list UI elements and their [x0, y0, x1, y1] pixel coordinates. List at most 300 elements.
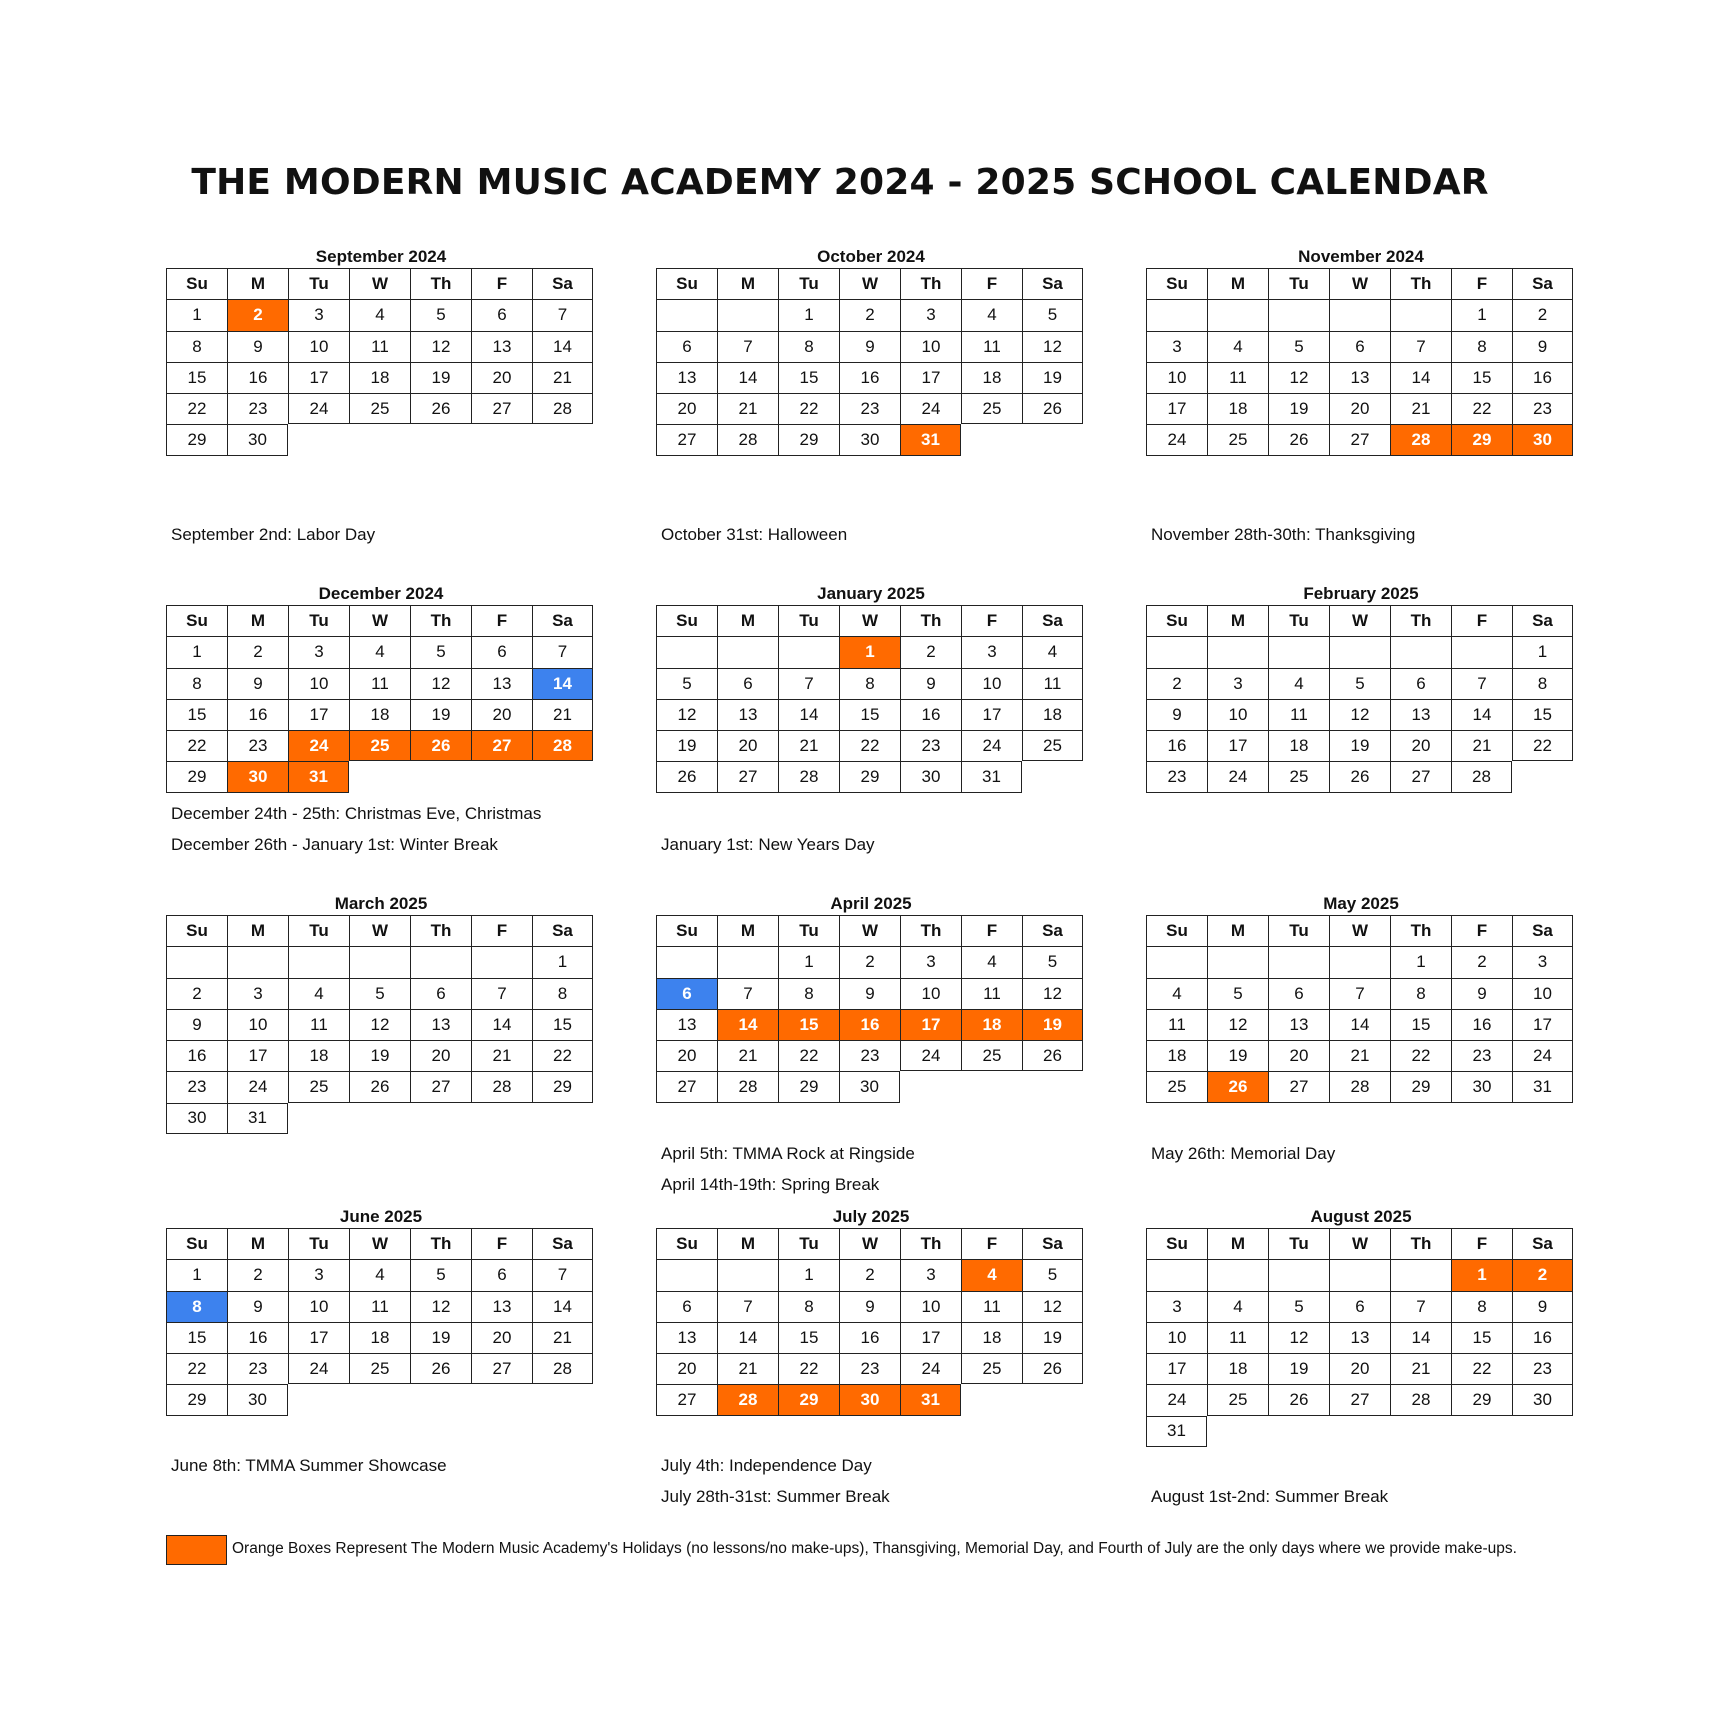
empty-day-cell: [1146, 636, 1207, 667]
day-cell: 1: [166, 636, 227, 667]
day-cell: 20: [471, 362, 532, 393]
day-cell: 17: [1146, 393, 1207, 424]
day-cell: 2: [839, 299, 900, 330]
day-cell: 1: [166, 1259, 227, 1290]
day-cell: 21: [471, 1040, 532, 1071]
day-cell: 20: [1329, 1353, 1390, 1384]
empty-day-cell: [1329, 1259, 1390, 1290]
day-cell: 8: [1451, 1291, 1512, 1322]
day-cell: 21: [532, 699, 593, 730]
blank-space: [471, 424, 532, 455]
blank-space: [532, 761, 593, 792]
day-cell: 14: [717, 362, 778, 393]
day-cell: 27: [1329, 1384, 1390, 1415]
month-march-2025: [166, 893, 596, 1134]
empty-day-cell: [166, 946, 227, 977]
weekday-header: Su: [1146, 605, 1207, 636]
month-grid: [1146, 268, 1576, 456]
day-cell: 9: [900, 668, 961, 699]
day-cell: 6: [410, 978, 471, 1009]
blank-space: [349, 761, 410, 792]
day-cell: 4: [349, 299, 410, 330]
day-cell: 2: [166, 978, 227, 1009]
weekday-header: Sa: [532, 1228, 593, 1259]
day-cell: 11: [349, 331, 410, 362]
empty-day-cell: [717, 299, 778, 330]
note-december-winter-break: December 26th - January 1st: Winter Break: [171, 835, 498, 854]
day-cell: 15: [166, 699, 227, 730]
day-cell: 14: [717, 1322, 778, 1353]
day-cell: 15: [1390, 1009, 1451, 1040]
day-cell: 6: [656, 978, 717, 1009]
day-cell: 5: [1207, 978, 1268, 1009]
blank-space: [1268, 1416, 1329, 1447]
day-cell: 5: [1022, 299, 1083, 330]
day-cell: 3: [288, 299, 349, 330]
month-grid: [1146, 605, 1576, 793]
blank-space: [410, 761, 471, 792]
note-april-spring-break: April 14th-19th: Spring Break: [661, 1175, 880, 1194]
weekday-header: M: [717, 605, 778, 636]
day-cell: 5: [656, 668, 717, 699]
day-cell: 30: [900, 761, 961, 792]
day-cell: 8: [778, 331, 839, 362]
day-cell: 9: [227, 331, 288, 362]
weekday-header: W: [349, 605, 410, 636]
weekday-header: Th: [1390, 268, 1451, 299]
month-august-2025: [1146, 1206, 1576, 1447]
day-cell: 25: [288, 1071, 349, 1102]
day-cell: 3: [900, 946, 961, 977]
month-grid: [656, 915, 1086, 1103]
empty-day-cell: [1207, 636, 1268, 667]
weekday-header: Tu: [778, 605, 839, 636]
day-cell: 10: [227, 1009, 288, 1040]
day-cell: 18: [1268, 730, 1329, 761]
weekday-header: W: [349, 268, 410, 299]
day-cell: 24: [900, 1040, 961, 1071]
day-cell: 13: [656, 1009, 717, 1040]
day-cell: 7: [778, 668, 839, 699]
month-grid: [166, 915, 596, 1134]
day-cell: 26: [1268, 424, 1329, 455]
weekday-header: Tu: [288, 915, 349, 946]
day-cell: 6: [1390, 668, 1451, 699]
weekday-header: Su: [656, 915, 717, 946]
day-cell: 19: [1022, 1009, 1083, 1040]
day-cell: 20: [1268, 1040, 1329, 1071]
month-name: September 2024: [315, 247, 447, 266]
day-cell: 16: [1451, 1009, 1512, 1040]
day-cell: 19: [1268, 1353, 1329, 1384]
note-may: May 26th: Memorial Day: [1151, 1144, 1336, 1163]
day-cell: 18: [1146, 1040, 1207, 1071]
day-cell: 13: [1390, 699, 1451, 730]
day-cell: 19: [1329, 730, 1390, 761]
empty-day-cell: [1329, 299, 1390, 330]
day-cell: 26: [1268, 1384, 1329, 1415]
day-cell: 15: [532, 1009, 593, 1040]
weekday-header: M: [1207, 268, 1268, 299]
day-cell: 19: [410, 699, 471, 730]
day-cell: 30: [166, 1103, 227, 1134]
day-cell: 26: [1207, 1071, 1268, 1102]
day-cell: 31: [900, 424, 961, 455]
day-cell: 23: [227, 1353, 288, 1384]
day-cell: 2: [227, 1259, 288, 1290]
day-cell: 27: [1268, 1071, 1329, 1102]
day-cell: 20: [656, 1353, 717, 1384]
day-cell: 27: [1390, 761, 1451, 792]
day-cell: 12: [410, 331, 471, 362]
day-cell: 15: [1451, 362, 1512, 393]
day-cell: 15: [778, 1009, 839, 1040]
day-cell: 13: [410, 1009, 471, 1040]
weekday-header: W: [1329, 268, 1390, 299]
weekday-header: Th: [410, 605, 471, 636]
day-cell: 22: [1451, 1353, 1512, 1384]
blank-space: [410, 1103, 471, 1134]
day-cell: 17: [288, 1322, 349, 1353]
day-cell: 15: [778, 362, 839, 393]
empty-day-cell: [227, 946, 288, 977]
month-january-2025: [656, 583, 1086, 793]
weekday-header: Su: [166, 915, 227, 946]
weekday-header: W: [1329, 605, 1390, 636]
day-cell: 22: [166, 393, 227, 424]
day-cell: 24: [1146, 1384, 1207, 1415]
day-cell: 3: [1512, 946, 1573, 977]
day-cell: 12: [1022, 331, 1083, 362]
day-cell: 18: [1207, 1353, 1268, 1384]
day-cell: 12: [1268, 1322, 1329, 1353]
day-cell: 23: [227, 730, 288, 761]
day-cell: 8: [166, 668, 227, 699]
empty-day-cell: [656, 636, 717, 667]
day-cell: 27: [471, 393, 532, 424]
blank-space: [410, 1384, 471, 1415]
day-cell: 28: [1329, 1071, 1390, 1102]
day-cell: 9: [1512, 1291, 1573, 1322]
day-cell: 11: [288, 1009, 349, 1040]
day-cell: 11: [961, 978, 1022, 1009]
day-cell: 4: [961, 1259, 1022, 1290]
day-cell: 27: [656, 1384, 717, 1415]
weekday-header: F: [1451, 915, 1512, 946]
day-cell: 8: [778, 978, 839, 1009]
day-cell: 6: [656, 1291, 717, 1322]
day-cell: 5: [1022, 946, 1083, 977]
day-cell: 6: [471, 299, 532, 330]
empty-day-cell: [349, 946, 410, 977]
empty-day-cell: [717, 946, 778, 977]
day-cell: 27: [471, 1353, 532, 1384]
day-cell: 22: [166, 1353, 227, 1384]
day-cell: 2: [1451, 946, 1512, 977]
day-cell: 16: [839, 362, 900, 393]
weekday-header: M: [1207, 1228, 1268, 1259]
day-cell: 5: [410, 299, 471, 330]
day-cell: 10: [900, 331, 961, 362]
day-cell: 13: [471, 668, 532, 699]
day-cell: 30: [839, 424, 900, 455]
day-cell: 6: [1268, 978, 1329, 1009]
day-cell: 13: [656, 362, 717, 393]
empty-day-cell: [1207, 299, 1268, 330]
month-name: March 2025: [334, 894, 428, 913]
day-cell: 14: [532, 668, 593, 699]
empty-day-cell: [717, 1259, 778, 1290]
day-cell: 5: [349, 978, 410, 1009]
day-cell: 24: [900, 393, 961, 424]
day-cell: 10: [288, 331, 349, 362]
note-october: October 31st: Halloween: [661, 525, 848, 544]
day-cell: 22: [166, 730, 227, 761]
day-cell: 31: [900, 1384, 961, 1415]
day-cell: 20: [656, 393, 717, 424]
day-cell: 31: [227, 1103, 288, 1134]
day-cell: 12: [410, 1291, 471, 1322]
month-name: July 2025: [832, 1207, 910, 1226]
day-cell: 18: [1022, 699, 1083, 730]
weekday-header: Tu: [1268, 915, 1329, 946]
month-name: December 2024: [318, 584, 444, 603]
day-cell: 24: [288, 393, 349, 424]
day-cell: 6: [1329, 1291, 1390, 1322]
day-cell: 30: [227, 424, 288, 455]
weekday-header: Th: [410, 1228, 471, 1259]
weekday-header: Su: [656, 605, 717, 636]
weekday-header: Su: [1146, 1228, 1207, 1259]
day-cell: 29: [778, 1071, 839, 1102]
weekday-header: Tu: [778, 915, 839, 946]
day-cell: 31: [1512, 1071, 1573, 1102]
day-cell: 4: [961, 299, 1022, 330]
day-cell: 21: [1390, 393, 1451, 424]
day-cell: 31: [961, 761, 1022, 792]
weekday-header: Th: [900, 268, 961, 299]
blank-space: [961, 1071, 1022, 1102]
note-july-summer-break: July 28th-31st: Summer Break: [661, 1487, 890, 1506]
day-cell: 5: [1268, 1291, 1329, 1322]
blank-space: [1022, 1071, 1083, 1102]
day-cell: 4: [349, 1259, 410, 1290]
weekday-header: Tu: [778, 268, 839, 299]
weekday-header: M: [227, 1228, 288, 1259]
day-cell: 11: [1207, 1322, 1268, 1353]
note-april-rock: April 5th: TMMA Rock at Ringside: [661, 1144, 915, 1163]
day-cell: 28: [532, 1353, 593, 1384]
empty-day-cell: [1451, 636, 1512, 667]
day-cell: 9: [1146, 699, 1207, 730]
day-cell: 31: [1146, 1416, 1207, 1447]
day-cell: 25: [1268, 761, 1329, 792]
day-cell: 8: [1512, 668, 1573, 699]
day-cell: 3: [288, 1259, 349, 1290]
day-cell: 28: [532, 393, 593, 424]
empty-day-cell: [1268, 1259, 1329, 1290]
day-cell: 22: [778, 1353, 839, 1384]
day-cell: 7: [532, 299, 593, 330]
day-cell: 3: [1207, 668, 1268, 699]
weekday-header: W: [349, 915, 410, 946]
blank-space: [410, 424, 471, 455]
blank-space: [471, 1384, 532, 1415]
day-cell: 19: [410, 1322, 471, 1353]
weekday-header: M: [1207, 605, 1268, 636]
weekday-header: Th: [1390, 1228, 1451, 1259]
day-cell: 29: [1451, 424, 1512, 455]
month-name: May 2025: [1323, 894, 1399, 913]
day-cell: 18: [349, 1322, 410, 1353]
day-cell: 21: [532, 1322, 593, 1353]
day-cell: 28: [1451, 761, 1512, 792]
blank-space: [471, 761, 532, 792]
day-cell: 13: [1329, 362, 1390, 393]
weekday-header: Tu: [288, 605, 349, 636]
day-cell: 20: [471, 699, 532, 730]
blank-space: [288, 1384, 349, 1415]
day-cell: 16: [1512, 362, 1573, 393]
day-cell: 21: [1451, 730, 1512, 761]
empty-day-cell: [1390, 1259, 1451, 1290]
weekday-header: Sa: [532, 268, 593, 299]
day-cell: 19: [410, 362, 471, 393]
day-cell: 1: [839, 636, 900, 667]
day-cell: 14: [1329, 1009, 1390, 1040]
month-name: January 2025: [817, 584, 925, 603]
day-cell: 23: [227, 393, 288, 424]
empty-day-cell: [410, 946, 471, 977]
day-cell: 18: [349, 362, 410, 393]
blank-space: [1512, 761, 1573, 792]
day-cell: 11: [1207, 362, 1268, 393]
empty-day-cell: [1329, 946, 1390, 977]
month-september-2024: [166, 246, 596, 456]
weekday-header: Tu: [288, 1228, 349, 1259]
day-cell: 16: [839, 1009, 900, 1040]
day-cell: 3: [288, 636, 349, 667]
day-cell: 2: [227, 636, 288, 667]
blank-space: [349, 1103, 410, 1134]
day-cell: 5: [1268, 331, 1329, 362]
day-cell: 28: [778, 761, 839, 792]
day-cell: 29: [166, 424, 227, 455]
month-name: November 2024: [1298, 247, 1424, 266]
page-title: THE MODERN MUSIC ACADEMY 2024 - 2025 SCHOOL CALENDAR: [191, 162, 1489, 203]
day-cell: 23: [900, 730, 961, 761]
day-cell: 29: [166, 761, 227, 792]
weekday-header: F: [961, 605, 1022, 636]
day-cell: 16: [1146, 730, 1207, 761]
day-cell: 8: [166, 1291, 227, 1322]
note-january: January 1st: New Years Day: [661, 835, 875, 854]
day-cell: 1: [778, 1259, 839, 1290]
month-june-2025: [166, 1206, 596, 1416]
day-cell: 3: [961, 636, 1022, 667]
weekday-header: F: [471, 1228, 532, 1259]
weekday-header: W: [839, 915, 900, 946]
month-name: October 2024: [817, 247, 925, 266]
blank-space: [1022, 761, 1083, 792]
day-cell: 9: [1451, 978, 1512, 1009]
day-cell: 15: [1451, 1322, 1512, 1353]
weekday-header: F: [961, 268, 1022, 299]
day-cell: 19: [1207, 1040, 1268, 1071]
day-cell: 19: [656, 730, 717, 761]
weekday-header: Su: [656, 1228, 717, 1259]
day-cell: 16: [166, 1040, 227, 1071]
day-cell: 12: [1022, 1291, 1083, 1322]
day-cell: 27: [656, 1071, 717, 1102]
day-cell: 12: [1268, 362, 1329, 393]
day-cell: 1: [166, 299, 227, 330]
day-cell: 7: [717, 978, 778, 1009]
day-cell: 15: [1512, 699, 1573, 730]
month-grid: [656, 605, 1086, 793]
day-cell: 26: [349, 1071, 410, 1102]
day-cell: 3: [900, 299, 961, 330]
empty-day-cell: [1390, 636, 1451, 667]
day-cell: 11: [961, 1291, 1022, 1322]
empty-day-cell: [1207, 946, 1268, 977]
day-cell: 4: [1268, 668, 1329, 699]
day-cell: 23: [1512, 1353, 1573, 1384]
day-cell: 13: [1329, 1322, 1390, 1353]
weekday-header: W: [1329, 915, 1390, 946]
day-cell: 18: [1207, 393, 1268, 424]
day-cell: 24: [1512, 1040, 1573, 1071]
month-name: April 2025: [830, 894, 912, 913]
weekday-header: Tu: [1268, 605, 1329, 636]
month-grid: [166, 1228, 596, 1416]
weekday-header: Su: [656, 268, 717, 299]
day-cell: 17: [961, 699, 1022, 730]
empty-day-cell: [471, 946, 532, 977]
day-cell: 17: [1146, 1353, 1207, 1384]
month-april-2025: [656, 893, 1086, 1103]
note-december-christmas: December 24th - 25th: Christmas Eve, Christmas: [171, 804, 542, 823]
day-cell: 19: [1022, 1322, 1083, 1353]
day-cell: 28: [1390, 424, 1451, 455]
day-cell: 18: [349, 699, 410, 730]
weekday-header: M: [717, 915, 778, 946]
day-cell: 17: [900, 1322, 961, 1353]
day-cell: 21: [717, 393, 778, 424]
day-cell: 7: [532, 1259, 593, 1290]
day-cell: 25: [961, 393, 1022, 424]
weekday-header: Su: [1146, 268, 1207, 299]
day-cell: 4: [961, 946, 1022, 977]
weekday-header: F: [961, 915, 1022, 946]
day-cell: 30: [1451, 1071, 1512, 1102]
day-cell: 14: [532, 331, 593, 362]
day-cell: 13: [1268, 1009, 1329, 1040]
weekday-header: M: [227, 268, 288, 299]
day-cell: 21: [778, 730, 839, 761]
day-cell: 12: [1022, 978, 1083, 1009]
blank-space: [1022, 424, 1083, 455]
empty-day-cell: [778, 636, 839, 667]
day-cell: 1: [1512, 636, 1573, 667]
empty-day-cell: [1207, 1259, 1268, 1290]
weekday-header: Sa: [1512, 605, 1573, 636]
weekday-header: Sa: [532, 915, 593, 946]
day-cell: 22: [778, 1040, 839, 1071]
empty-day-cell: [656, 299, 717, 330]
day-cell: 17: [900, 362, 961, 393]
day-cell: 10: [961, 668, 1022, 699]
